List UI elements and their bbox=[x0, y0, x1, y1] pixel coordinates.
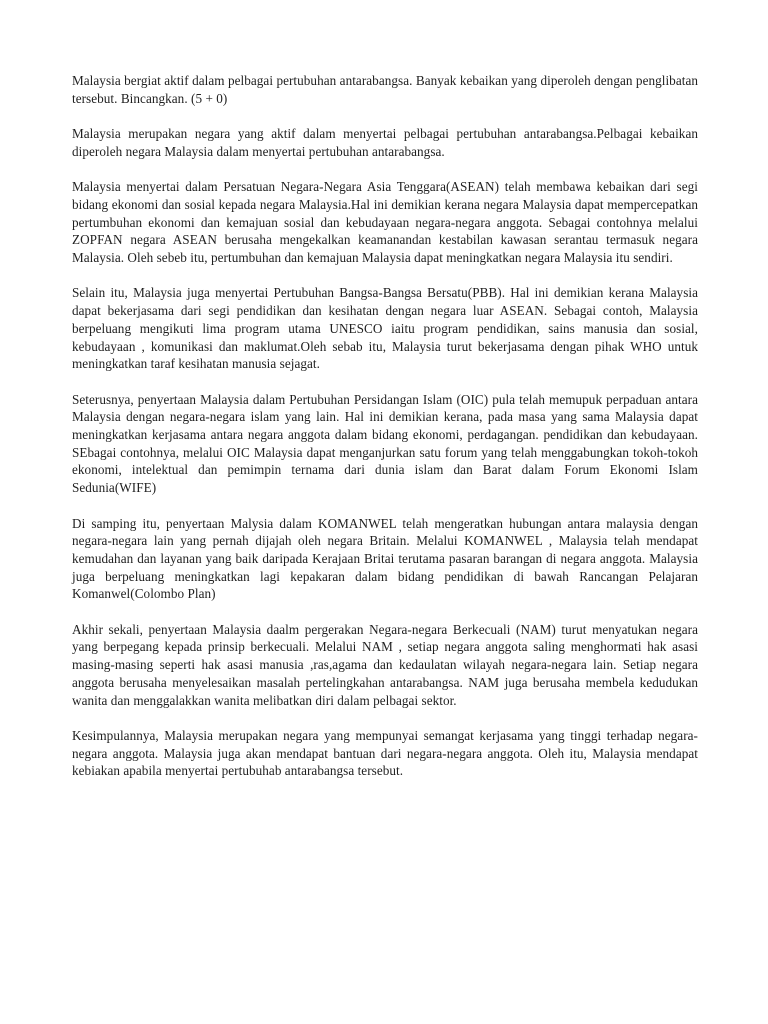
essay-question: Malaysia bergiat aktif dalam pelbagai pertubuhan antarabangsa. Banyak kebaikan yang diperoleh dengan penglibatan tersebut. Bincangkan. (5 + 0) bbox=[72, 73, 698, 106]
nam-paragraph: Akhir sekali, penyertaan Malaysia daalm pergerakan Negara-negara Berkecuali (NAM) turut menyatukan negara yang berpegang kepada prinsip berkecuali. Melalui NAM , setiap negara anggota saling menghormati hak asasi masing-masing seperti hak asasi manusia ,ras,agama dan kedaulatan wilayah negara-negara lain. Setiap negara anggota berusaha menyelesaikan masalah pertelingkahan antarabangsa. NAM juga berusaha membela kedudukan wanita dan menggalakkan wanita melibatkan diri dalam pelbagai sektor. bbox=[72, 621, 698, 708]
document-page bbox=[72, 72, 698, 780]
asean-paragraph: Malaysia menyertai dalam Persatuan Negara-Negara Asia Tenggara(ASEAN) telah membawa kebaikan dari segi bidang ekonomi dan sosial kepada negara Malaysia.Hal ini demikian kerana negara Malaysia dapat mempercepatkan pertumbuhan ekonomi dan kemajuan sosial dan kebudayaan negara-negara anggota. Sebagai contohnya melalui ZOPFAN negara ASEAN berusaha mengekalkan keamanandan kestabilan kawasan serantau termasuk negara Malaysia. Oleh sebeb itu, pertumbuhan dan kemajuan Malaysia dapat meningkatkan negara Malaysia itu sendiri. bbox=[72, 179, 698, 265]
komanwel-paragraph: Di samping itu, penyertaan Malysia dalam KOMANWEL telah mengeratkan hubungan antara malaysia dengan negara-negara lain yang pernah dijajah oleh negara Britain. Melalui KOMANWEL , Malaysia telah mendapat kemudahan dan layanan yang baik daripada Kerajaan Britai terutama pasaran barangan di negara anggota. Malaysia juga berpeluang meningkatkan lagi kepakaran dalam bidang pendidikan di bawah Rancangan Pelajaran Komanwel(Colombo Plan) bbox=[72, 515, 698, 602]
introduction-paragraph: Malaysia merupakan negara yang aktif dalam menyertai pelbagai pertubuhan antarabangsa.Pelbagai kebaikan diperoleh negara Malaysia dalam menyertai pertubuhan antarabangsa. bbox=[72, 126, 698, 159]
conclusion-paragraph: Kesimpulannya, Malaysia merupakan negara yang mempunyai semangat kerjasama yang tinggi terhadap negara-negara anggota. Malaysia juga akan mendapat bantuan dari negara-negara anggota. Oleh itu, Malaysia mendapat kebiakan apabila menyertai pertubuhab antarabangsa tersebut. bbox=[72, 727, 698, 779]
pbb-paragraph: Selain itu, Malaysia juga menyertai Pertubuhan Bangsa-Bangsa Bersatu(PBB). Hal ini demikian kerana Malaysia dapat bekerjasama dari segi pendidikan dan kesihatan dengan negara luar ASEAN. Sebagai contoh, Malaysia berpeluang mengikuti lima program utama UNESCO iaitu program pendidikan, sains manusia dan sosial, kebudayaan , komunikasi dan maklumat.Oleh sebab itu, Malaysia turut bekerjasama dengan pihak WHO untuk meningkatkan taraf kesihatan manusia sejagat. bbox=[72, 285, 698, 372]
oic-paragraph: Seterusnya, penyertaan Malaysia dalam Pertubuhan Persidangan Islam (OIC) pula telah memupuk perpaduan antara Malaysia dengan negara-negara islam yang lain. Hal ini demikian kerana, pada masa yang sama Malaysia dapat meningkatkan kerjasama antara negara anggota dalam bidang ekonomi, perdagangan. pendidikan dan kebudayaan. SEbagai contohnya, melalui OIC Malaysia dapat menganjurkan satu forum yang telah menggabungkan tokoh-tokoh ekonomi, intelektual dan pemimpin ternama dari dunia islam dan Barat dalam Forum Ekonomi Islam Sedunia(WIFE) bbox=[72, 391, 698, 496]
